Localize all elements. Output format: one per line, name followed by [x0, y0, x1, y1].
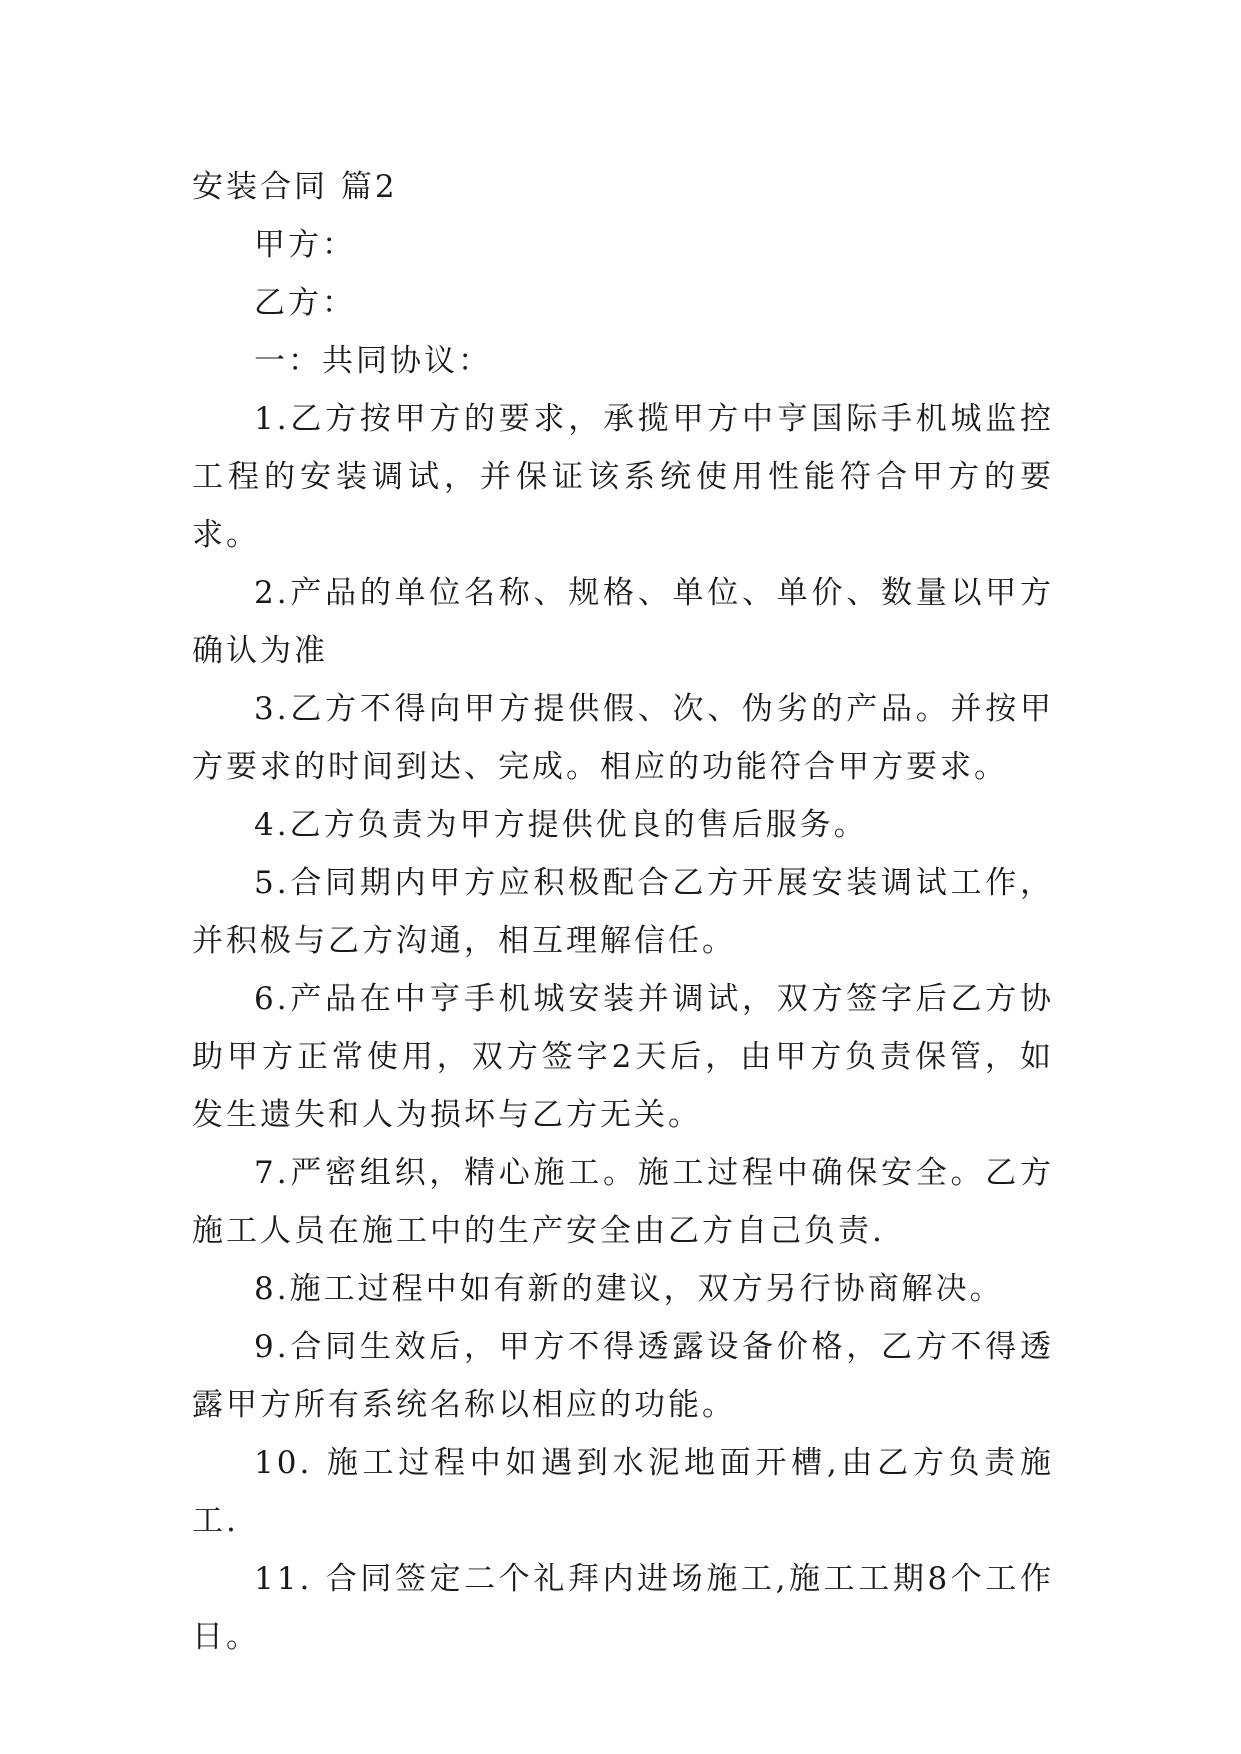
clause-7: 7.严密组织，精心施工。施工过程中确保安全。乙方施工人员在施工中的生产安全由乙方自己负责.	[192, 1155, 1054, 1249]
clause-9: 9.合同生效后，甲方不得透露设备价格，乙方不得透露甲方所有系统名称以相应的功能。	[192, 1329, 1054, 1423]
party-b-line: 乙方：	[254, 285, 356, 321]
clause-8: 8.施工过程中如有新的建议，双方另行协商解决。	[254, 1271, 1004, 1307]
document-body	[192, 158, 1054, 1666]
clause-10: 10. 施工过程中如遇到水泥地面开槽,由乙方负责施工.	[192, 1445, 1054, 1539]
clause-11: 11. 合同签定二个礼拜内进场施工,施工工期8个工作日。	[192, 1561, 1054, 1655]
clause-3: 3.乙方不得向甲方提供假、次、伪劣的产品。并按甲方要求的时间到达、完成。相应的功能符合甲方要求。	[192, 691, 1054, 785]
document-title: 安装合同 篇2	[192, 169, 398, 205]
clause-1: 1.乙方按甲方的要求，承揽甲方中亨国际手机城监控工程的安装调试，并保证该系统使用性能符合甲方的要求。	[192, 401, 1054, 553]
clause-6: 6.产品在中亨手机城安装并调试，双方签字后乙方协助甲方正常使用，双方签字2天后，由甲方负责保管，如发生遗失和人为损坏与乙方无关。	[192, 981, 1054, 1133]
clause-4: 4.乙方负责为甲方提供优良的售后服务。	[254, 807, 868, 843]
party-a-line: 甲方：	[254, 227, 356, 263]
section-heading: 一：共同协议：	[254, 343, 492, 379]
clause-5: 5.合同期内甲方应积极配合乙方开展安装调试工作，并积极与乙方沟通，相互理解信任。	[192, 865, 1054, 959]
clause-2: 2.产品的单位名称、规格、单位、单价、数量以甲方确认为准	[192, 575, 1054, 669]
